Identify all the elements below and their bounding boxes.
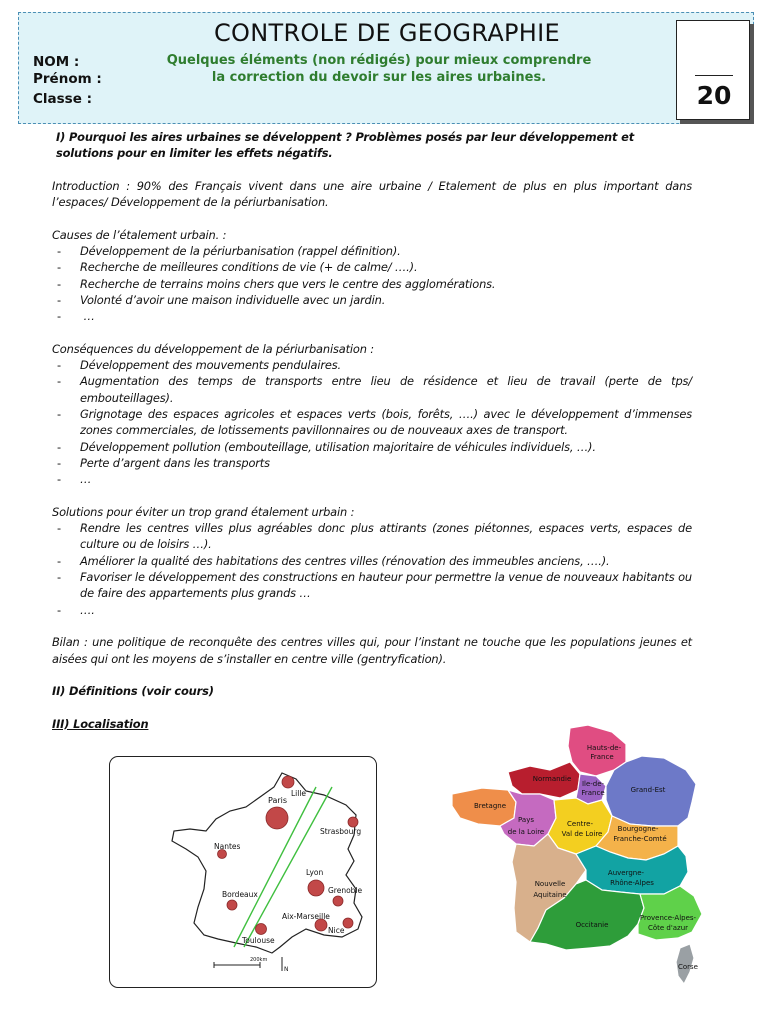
region-label: Nouvelle [534,880,566,888]
city-label-aix-marseille: Aix-Marseille [282,912,330,921]
city-label-lille: Lille [291,789,307,798]
city-dot-paris [266,807,288,829]
section2-title: II) Définitions (voir cours) [52,684,214,699]
region-label: Occitanie [575,921,609,929]
region-label: Normandie [532,775,572,783]
region-label: Franche-Comté [613,835,667,843]
city-dot-nice [343,918,353,928]
scale-label: 200km [250,957,268,963]
region-label: Corse [677,963,699,971]
north-label: N [284,966,289,973]
city-label-nice: Nice [328,926,345,935]
regions-map-svg [442,722,712,992]
city-label-toulouse: Toulouse [242,936,275,945]
city-dot-bordeaux [227,900,237,910]
city-label-nantes: Nantes [214,842,241,851]
header-box [18,12,754,124]
solutions-title: Solutions pour éviter un trop grand étalement urbain : [52,504,355,519]
section3-title: III) Localisation [52,716,149,731]
page-title: CONTROLE DE GEOGRAPHIE [214,19,560,47]
subtitle-line1: Quelques éléments (non rédigés) pour mieux comprendre [166,53,592,68]
region-label: Provence-Alpes- [639,914,697,922]
region-label: Aquitaine [533,891,567,899]
city-label-bordeaux: Bordeaux [222,890,258,899]
score-box [676,20,750,120]
consequence-item: - Augmentation des temps de transports entre lieu de résidence et lieu de travail (perte de tps/ embouteillages). [52,373,692,406]
subtitle-line2: la correction du devoir sur les aires urbaines. [211,70,547,85]
region-label: Ile-de- [581,780,605,788]
document-body [52,129,692,732]
city-map-svg [110,757,378,989]
region-label: France [581,789,605,797]
score-value: 20 [696,81,732,110]
region-label: Rhône-Alpes [610,879,654,887]
city-dot-toulouse [256,924,267,935]
city-dot-lille [282,776,294,788]
nom-label: NOM : [33,54,80,70]
region-label: Val de Loire [561,830,603,838]
city-map [109,756,377,988]
city-dot-grenoble [333,896,343,906]
region-label: Hauts-de- [586,744,622,752]
solution-item: - Rendre les centres villes plus agréables donc plus attirants (zones piétonnes, espaces verts, espaces de culture ou de loisirs …). [52,520,692,553]
intro-paragraph: Introduction : 90% des Français vivent dans une aire urbaine / Etalement de plus en plus important dans l’espaces/ Développement de la périurbanisation. [52,178,692,210]
classe-label: Classe : [33,91,92,107]
region-label: Côte d'azur [647,924,689,932]
city-label-grenoble: Grenoble [328,886,363,895]
score-divider [695,75,733,76]
cause-item: - … [52,308,692,324]
cause-item: - Recherche de terrains moins chers que vers le centre des agglomérations. [52,276,692,292]
city-dot-lyon [308,880,324,896]
region-label: Bourgogne- [617,825,659,833]
solution-item: - …. [52,602,692,618]
consequence-item: - Grignotage des espaces agricoles et espaces verts (bois, forêts, ….) avec le développement d’immenses zones commerciales, de lotissements pavillonnaires ou de nouveaux axes de transport. [52,406,692,439]
solution-item: - Favoriser le développement des constructions en hauteur pour permettre la venue de nouveaux habitants ou de faire des appartements plus grands … [52,569,692,602]
cause-item: - Recherche de meilleures conditions de vie (+ de calme/ ….). [52,259,692,275]
region-label: de la Loire [507,828,545,836]
city-label-strasbourg: Strasbourg [320,827,362,836]
solution-item: - Améliorer la qualité des habitations des centres villes (rénovation des immeubles anciens, ….). [52,553,692,569]
cause-item: - Développement de la périurbanisation (rappel définition). [52,243,692,259]
prenom-label: Prénom : [33,71,102,87]
regions-map [442,722,712,992]
region-label: Grand-Est [630,786,666,794]
region-label: France [590,753,614,761]
city-dot-strasbourg [348,817,358,827]
bilan-paragraph: Bilan : une politique de reconquête des centres villes qui, pour l’instant ne touche que les populations jeunes et aisées qui ont les moyens de s’installer en centre ville (gentryfication). [52,635,692,666]
consequence-item: - Développement pollution (embouteillage, utilisation majoritaire de véhicules individuels, …). [52,439,692,455]
section1-title: I) Pourquoi les aires urbaines se développent ? Problèmes posés par leur développement et solutions pour en limiter les effets négatifs. [56,130,634,161]
consequence-item: - … [52,471,692,487]
city-label-lyon: Lyon [306,868,324,877]
city-label-paris: Paris [268,796,288,805]
region-label: Centre- [567,820,593,828]
causes-title: Causes de l’étalement urbain. : [52,227,227,242]
region-label: Bretagne [473,802,507,810]
region-label: Pays [518,816,534,824]
consequence-item: - Développement des mouvements pendulaires. [52,357,692,373]
cause-item: - Volonté d’avoir une maison individuelle avec un jardin. [52,292,692,308]
region-label: Auvergne- [607,869,645,877]
consequence-item: - Perte d’argent dans les transports [52,455,692,471]
consequences-title: Conséquences du développement de la périurbanisation : [52,341,374,356]
